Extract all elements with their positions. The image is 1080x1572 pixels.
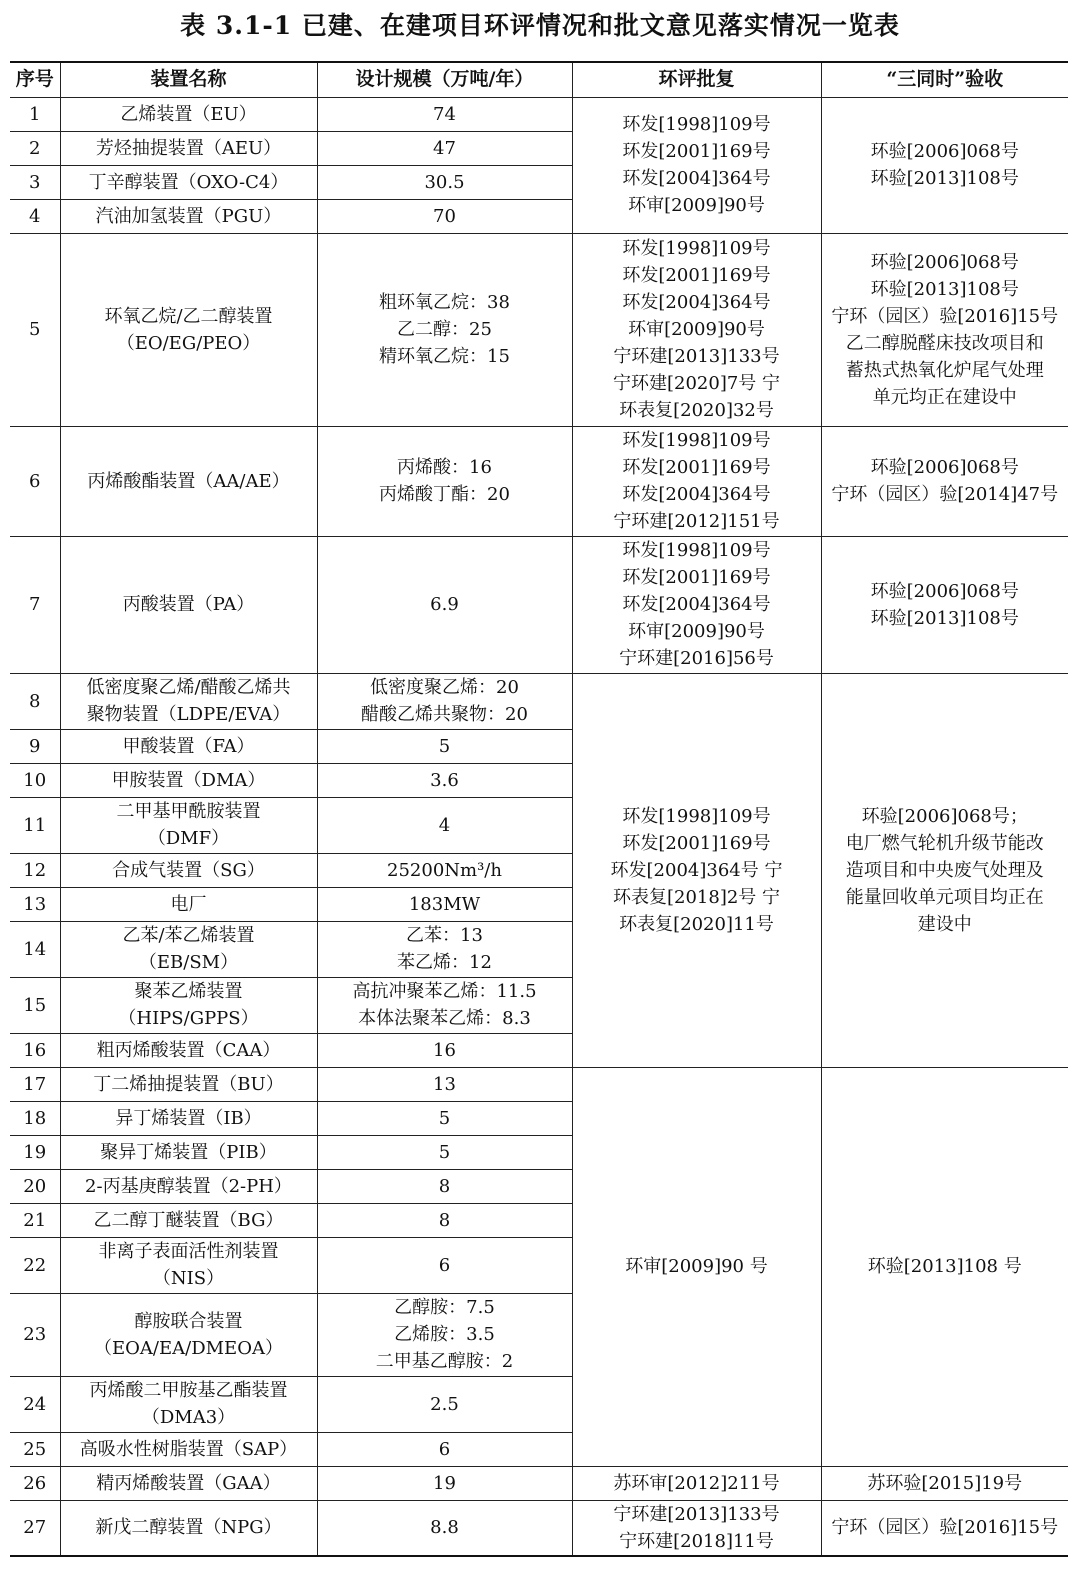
row-no: 8 [10,673,60,729]
approval-cell: 环发[1998]109号 环发[2001]169号 环发[2004]364号 环审[2009]90号 [572,97,821,233]
row-no: 23 [10,1293,60,1376]
row-no: 19 [10,1135,60,1169]
row-name: 电厂 [60,887,317,921]
row-name: 聚异丁烯装置（PIB） [60,1135,317,1169]
acceptance-cell: 环验[2006]068号 宁环（园区）验[2014]47号 [821,426,1068,536]
row-scale: 5 [317,1135,572,1169]
row-no: 2 [10,131,60,165]
row-no: 4 [10,199,60,233]
row-scale: 30.5 [317,165,572,199]
row-name: 异丁烯装置（IB） [60,1101,317,1135]
row-no: 14 [10,921,60,977]
row-no: 25 [10,1432,60,1466]
table-row [10,536,1068,673]
acceptance-cell: 环验[2006]068号 环验[2013]108号 [821,536,1068,673]
row-scale: 5 [317,729,572,763]
header-acceptance: “三同时”验收 [821,62,1068,97]
row-no: 10 [10,763,60,797]
row-no: 16 [10,1033,60,1067]
row-no: 22 [10,1237,60,1293]
row-name: 丁辛醇装置（OXO-C4） [60,165,317,199]
row-scale: 183MW [317,887,572,921]
row-name: 非离子表面活性剂装置 （NIS） [60,1237,317,1293]
header-scale: 设计规模（万吨/年） [317,62,572,97]
row-no: 9 [10,729,60,763]
approval-cell: 环发[1998]109号 环发[2001]169号 环发[2004]364号 环审[2009]90号 宁环建[2013]133号 宁环建[2020]7号 宁 环表复[2020]32号 [572,233,821,426]
row-scale: 16 [317,1033,572,1067]
row-scale: 8.8 [317,1500,572,1556]
row-name: 二甲基甲酰胺装置 （DMF） [60,797,317,853]
header-approval: 环评批复 [572,62,821,97]
row-scale: 6 [317,1432,572,1466]
row-scale: 47 [317,131,572,165]
approval-cell: 环发[1998]109号 环发[2001]169号 环发[2004]364号 宁 环表复[2018]2号 宁 环表复[2020]11号 [572,673,821,1067]
acceptance-cell: 苏环验[2015]19号 [821,1466,1068,1500]
row-scale: 乙苯：13 苯乙烯：12 [317,921,572,977]
row-no: 7 [10,536,60,673]
project-table [10,61,1068,1557]
row-name: 甲酸装置（FA） [60,729,317,763]
row-no: 20 [10,1169,60,1203]
row-scale: 粗环氧乙烷：38 乙二醇：25 精环氧乙烷：15 [317,233,572,426]
row-name: 2-丙基庚醇装置（2-PH） [60,1169,317,1203]
row-scale: 74 [317,97,572,131]
row-name: 汽油加氢装置（PGU） [60,199,317,233]
row-name: 聚苯乙烯装置 （HIPS/GPPS） [60,977,317,1033]
row-scale: 13 [317,1067,572,1101]
row-name: 甲胺装置（DMA） [60,763,317,797]
table-row [10,426,1068,536]
row-scale: 8 [317,1169,572,1203]
row-no: 1 [10,97,60,131]
header-no: 序号 [10,62,60,97]
row-name: 高吸水性树脂装置（SAP） [60,1432,317,1466]
acceptance-cell: 环验[2006]068号； 电厂燃气轮机升级节能改 造项目和中央废气处理及 能量回收单元项目均正在 建设中 [821,673,1068,1067]
row-scale: 低密度聚乙烯：20 醋酸乙烯共聚物：20 [317,673,572,729]
row-no: 26 [10,1466,60,1500]
row-scale: 6 [317,1237,572,1293]
row-no: 27 [10,1500,60,1556]
row-scale: 3.6 [317,763,572,797]
acceptance-cell: 宁环（园区）验[2016]15号 [821,1500,1068,1556]
row-scale: 2.5 [317,1376,572,1432]
table-row [10,233,1068,426]
approval-cell: 苏环审[2012]211号 [572,1466,821,1500]
row-no: 18 [10,1101,60,1135]
approval-cell: 环审[2009]90 号 [572,1067,821,1466]
row-scale: 5 [317,1101,572,1135]
row-no: 12 [10,853,60,887]
row-no: 24 [10,1376,60,1432]
header-row [10,62,1068,97]
table-row [10,1500,1068,1556]
table-row [10,1067,1068,1101]
row-no: 15 [10,977,60,1033]
header-name: 装置名称 [60,62,317,97]
acceptance-cell: 环验[2013]108 号 [821,1067,1068,1466]
row-scale: 19 [317,1466,572,1500]
row-no: 17 [10,1067,60,1101]
row-scale: 6.9 [317,536,572,673]
row-name: 低密度聚乙烯/醋酸乙烯共 聚物装置（LDPE/EVA） [60,673,317,729]
row-name: 乙苯/苯乙烯装置 （EB/SM） [60,921,317,977]
row-name: 精丙烯酸装置（GAA） [60,1466,317,1500]
row-no: 5 [10,233,60,426]
row-scale: 25200Nm³/h [317,853,572,887]
row-name: 丙烯酸酯装置（AA/AE） [60,426,317,536]
acceptance-cell: 环验[2006]068号 环验[2013]108号 宁环（园区）验[2016]15号 乙二醇脱醛床技改项目和 蓄热式热氧化炉尾气处理 单元均正在建设中 [821,233,1068,426]
row-scale: 丙烯酸：16 丙烯酸丁酯：20 [317,426,572,536]
row-name: 合成气装置（SG） [60,853,317,887]
row-scale: 4 [317,797,572,853]
row-scale: 8 [317,1203,572,1237]
table-row [10,1466,1068,1500]
row-name: 环氧乙烷/乙二醇装置 （EO/EG/PEO） [60,233,317,426]
approval-cell: 环发[1998]109号 环发[2001]169号 环发[2004]364号 环审[2009]90号 宁环建[2016]56号 [572,536,821,673]
row-no: 6 [10,426,60,536]
row-scale: 乙醇胺：7.5 乙烯胺：3.5 二甲基乙醇胺：2 [317,1293,572,1376]
table-title: 表 3.1-1 已建、在建项目环评情况和批文意见落实情况一览表 [180,11,900,40]
row-name: 丙酸装置（PA） [60,536,317,673]
table-row [10,673,1068,729]
row-scale: 70 [317,199,572,233]
table-row [10,97,1068,131]
row-no: 21 [10,1203,60,1237]
approval-cell: 宁环建[2013]133号 宁环建[2018]11号 [572,1500,821,1556]
row-name: 芳烃抽提装置（AEU） [60,131,317,165]
row-scale: 高抗冲聚苯乙烯：11.5 本体法聚苯乙烯：8.3 [317,977,572,1033]
row-name: 乙二醇丁醚装置（BG） [60,1203,317,1237]
row-no: 11 [10,797,60,853]
row-name: 乙烯装置（EU） [60,97,317,131]
row-no: 3 [10,165,60,199]
row-name: 新戊二醇装置（NPG） [60,1500,317,1556]
approval-cell: 环发[1998]109号 环发[2001]169号 环发[2004]364号 宁环建[2012]151号 [572,426,821,536]
row-name: 丙烯酸二甲胺基乙酯装置 （DMA3） [60,1376,317,1432]
row-name: 醇胺联合装置 （EOA/EA/DMEOA） [60,1293,317,1376]
row-no: 13 [10,887,60,921]
row-name: 粗丙烯酸装置（CAA） [60,1033,317,1067]
row-name: 丁二烯抽提装置（BU） [60,1067,317,1101]
acceptance-cell: 环验[2006]068号 环验[2013]108号 [821,97,1068,233]
